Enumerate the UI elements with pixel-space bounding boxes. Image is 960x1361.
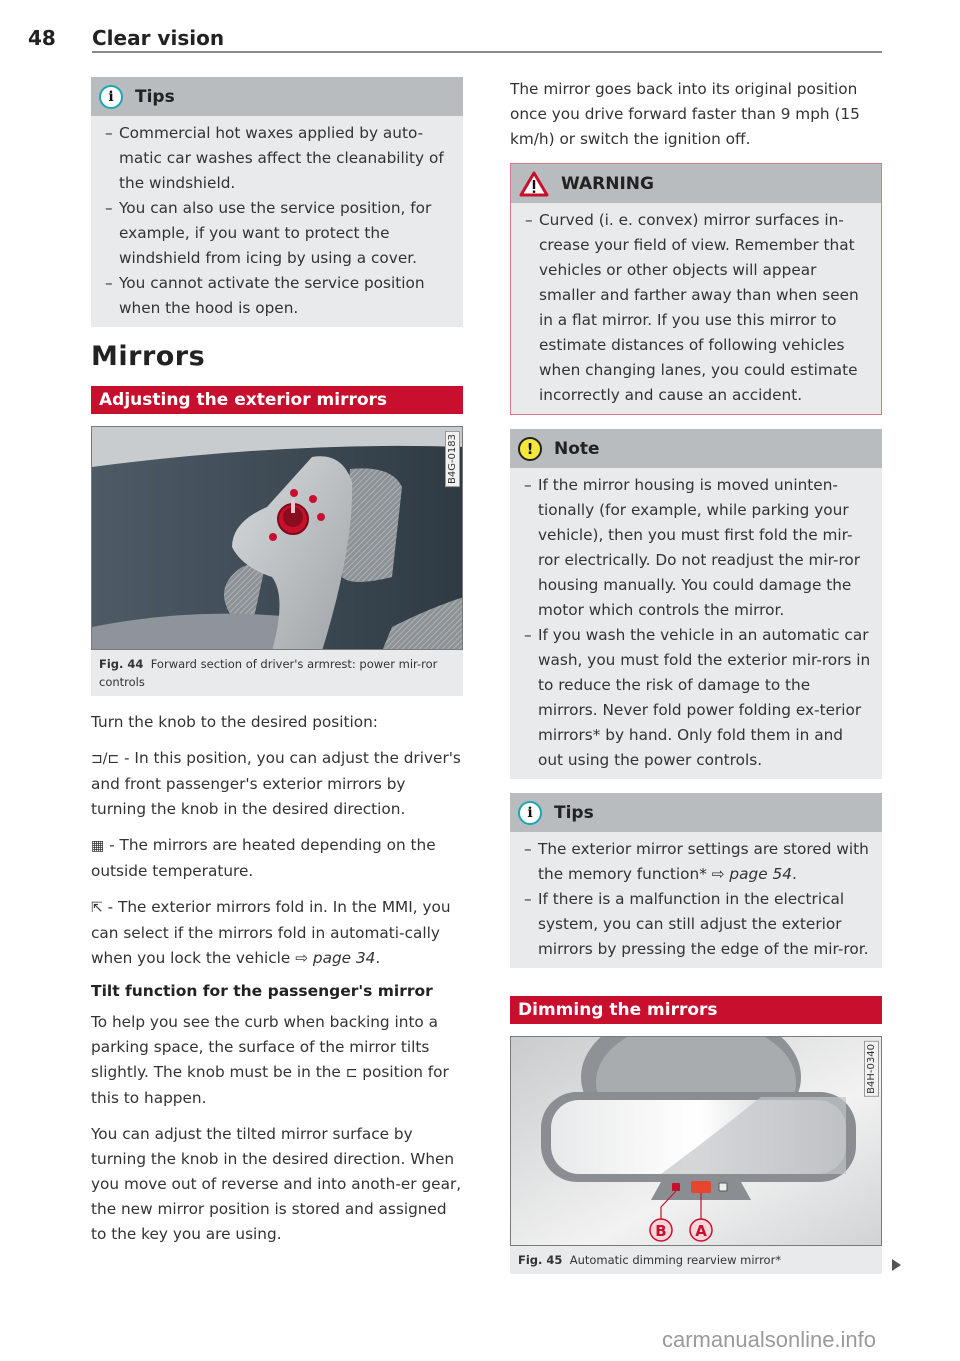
tips-title: Tips — [135, 86, 175, 107]
note-exclamation-icon: ! — [518, 437, 542, 461]
tips-item: – You cannot activate the service position when the hood is open. — [105, 271, 453, 321]
subsection-adjusting-mirrors: Adjusting the exterior mirrors — [91, 386, 463, 414]
continue-arrow-icon — [892, 1259, 901, 1271]
page-header — [0, 22, 960, 52]
tips-box-right — [510, 793, 882, 968]
tips-box — [91, 77, 463, 327]
figure-45-rearview-mirror — [510, 1036, 882, 1246]
tips-header-right — [510, 793, 882, 832]
figure-caption-text: Automatic dimming rearview mirror* — [569, 1253, 782, 1267]
warning-header — [511, 164, 881, 203]
tips-item: – If there is a malfunction in the electrical system, you can still adjust the exterior mirrors by pressing the edge of the mir-ror. — [524, 887, 872, 962]
figure-44-armrest — [91, 426, 463, 650]
tips-header — [91, 77, 463, 116]
page-34-link[interactable]: ⇨ page 34 — [295, 949, 376, 967]
position-adjust: ⊐/⊏ - In this position, you can adjust the driver's and front passenger's exterior mirrors by turning the knob in the desired direction. — [91, 749, 461, 818]
svg-text:A: A — [695, 1222, 707, 1240]
tips-title-right: Tips — [554, 802, 594, 823]
subsection-dimming-mirrors: Dimming the mirrors — [510, 996, 882, 1024]
tips-item: – You can also use the service position, for example, if you want to protect the windshield from icing by using a cover. — [105, 196, 453, 271]
svg-text:B: B — [655, 1222, 667, 1240]
knob-intro: Turn the knob to the desired position: — [91, 713, 378, 731]
tilt-paragraph-1: To help you see the curb when backing into a parking space, the surface of the mirror tilts slightly. The knob must be in the ⊏ position for this to happen. — [91, 1013, 449, 1107]
note-box — [510, 429, 882, 779]
figure-44-caption — [91, 650, 463, 696]
passenger-mirror-icon: ⊏ — [345, 1065, 358, 1081]
mirror-fold-icon: ⇱ — [91, 900, 103, 916]
page-number: 48 — [28, 26, 56, 50]
right-column — [510, 77, 882, 1274]
figure-45-caption — [510, 1246, 882, 1274]
mirror-adjust-icon: ⊐/⊏ — [91, 751, 120, 767]
mirror-heating-icon: ▦ — [91, 838, 105, 854]
position-heating: ▦ - The mirrors are heated depending on the outside temperature. — [91, 836, 436, 880]
tips-item: – Commercial hot waxes applied by auto-matic car washes affect the cleanability of the windshield. — [105, 121, 453, 196]
info-icon: i — [518, 801, 542, 825]
warning-item: – Curved (i. e. convex) mirror surfaces in-crease your field of view. Remember that vehicles or other objects will appear smaller and farther away than when seen in a flat mirror. If you use this mirror to estimate distances of following vehicles when changing lanes, you could estimate incorrectly and cause an accident. — [525, 208, 871, 408]
figure-label: Fig. 44 — [99, 657, 144, 671]
warning-icon — [519, 171, 549, 197]
warning-box — [510, 163, 882, 415]
warning-title: WARNING — [561, 173, 654, 194]
mirror-return-paragraph: The mirror goes back into its original position once you drive forward faster than 9 mph (15 km/h) or switch the ignition off. — [510, 80, 860, 148]
figure-code: B4G-0183 — [445, 431, 460, 487]
info-icon: i — [99, 85, 123, 109]
note-title: Note — [554, 438, 600, 459]
figure-caption-text: Forward section of driver's armrest: power mir-ror controls — [99, 657, 438, 689]
tilt-paragraph-2: You can adjust the tilted mirror surface by turning the knob in the desired direction. When you move out of reverse and into anoth-er gear, the new mirror position is stored and assigned to the key you are using. — [91, 1125, 462, 1243]
page-54-link[interactable]: ⇨ page 54 — [711, 865, 792, 883]
tips-item: – The exterior mirror settings are stored with the memory function* ⇨ page 54. — [524, 837, 872, 887]
section-title: Clear vision — [92, 26, 225, 50]
rearview-mirror-illustration — [511, 1037, 882, 1246]
tilt-heading: Tilt function for the passenger's mirror — [91, 982, 433, 1000]
left-column — [91, 77, 463, 1258]
figure-label: Fig. 45 — [518, 1253, 563, 1267]
note-item: – If the mirror housing is moved uninten-tionally (for example, while parking your vehicle), then you must first fold the mir-ror electrically. Do not readjust the mir-ror housing manually. You could damage the motor which controls the mirror. — [524, 473, 872, 623]
note-item: – If you wash the vehicle in an automatic car wash, you must fold the exterior mir-rors in to reduce the risk of damage to the mirrors. Never fold power folding ex-terior mirrors* by hand. Only fold them in and out using the power controls. — [524, 623, 872, 773]
watermark: carmanualsonline.info — [662, 1327, 877, 1352]
figure-code: B4H-0340 — [864, 1041, 879, 1097]
armrest-illustration — [92, 427, 463, 650]
position-fold: ⇱ - The exterior mirrors fold in. In the MMI, you can select if the mirrors fold in automati-cally when you lock the vehicle ⇨ page 34. — [91, 898, 451, 967]
header-rule — [92, 51, 882, 53]
mirrors-heading: Mirrors — [91, 341, 206, 372]
note-header — [510, 429, 882, 468]
